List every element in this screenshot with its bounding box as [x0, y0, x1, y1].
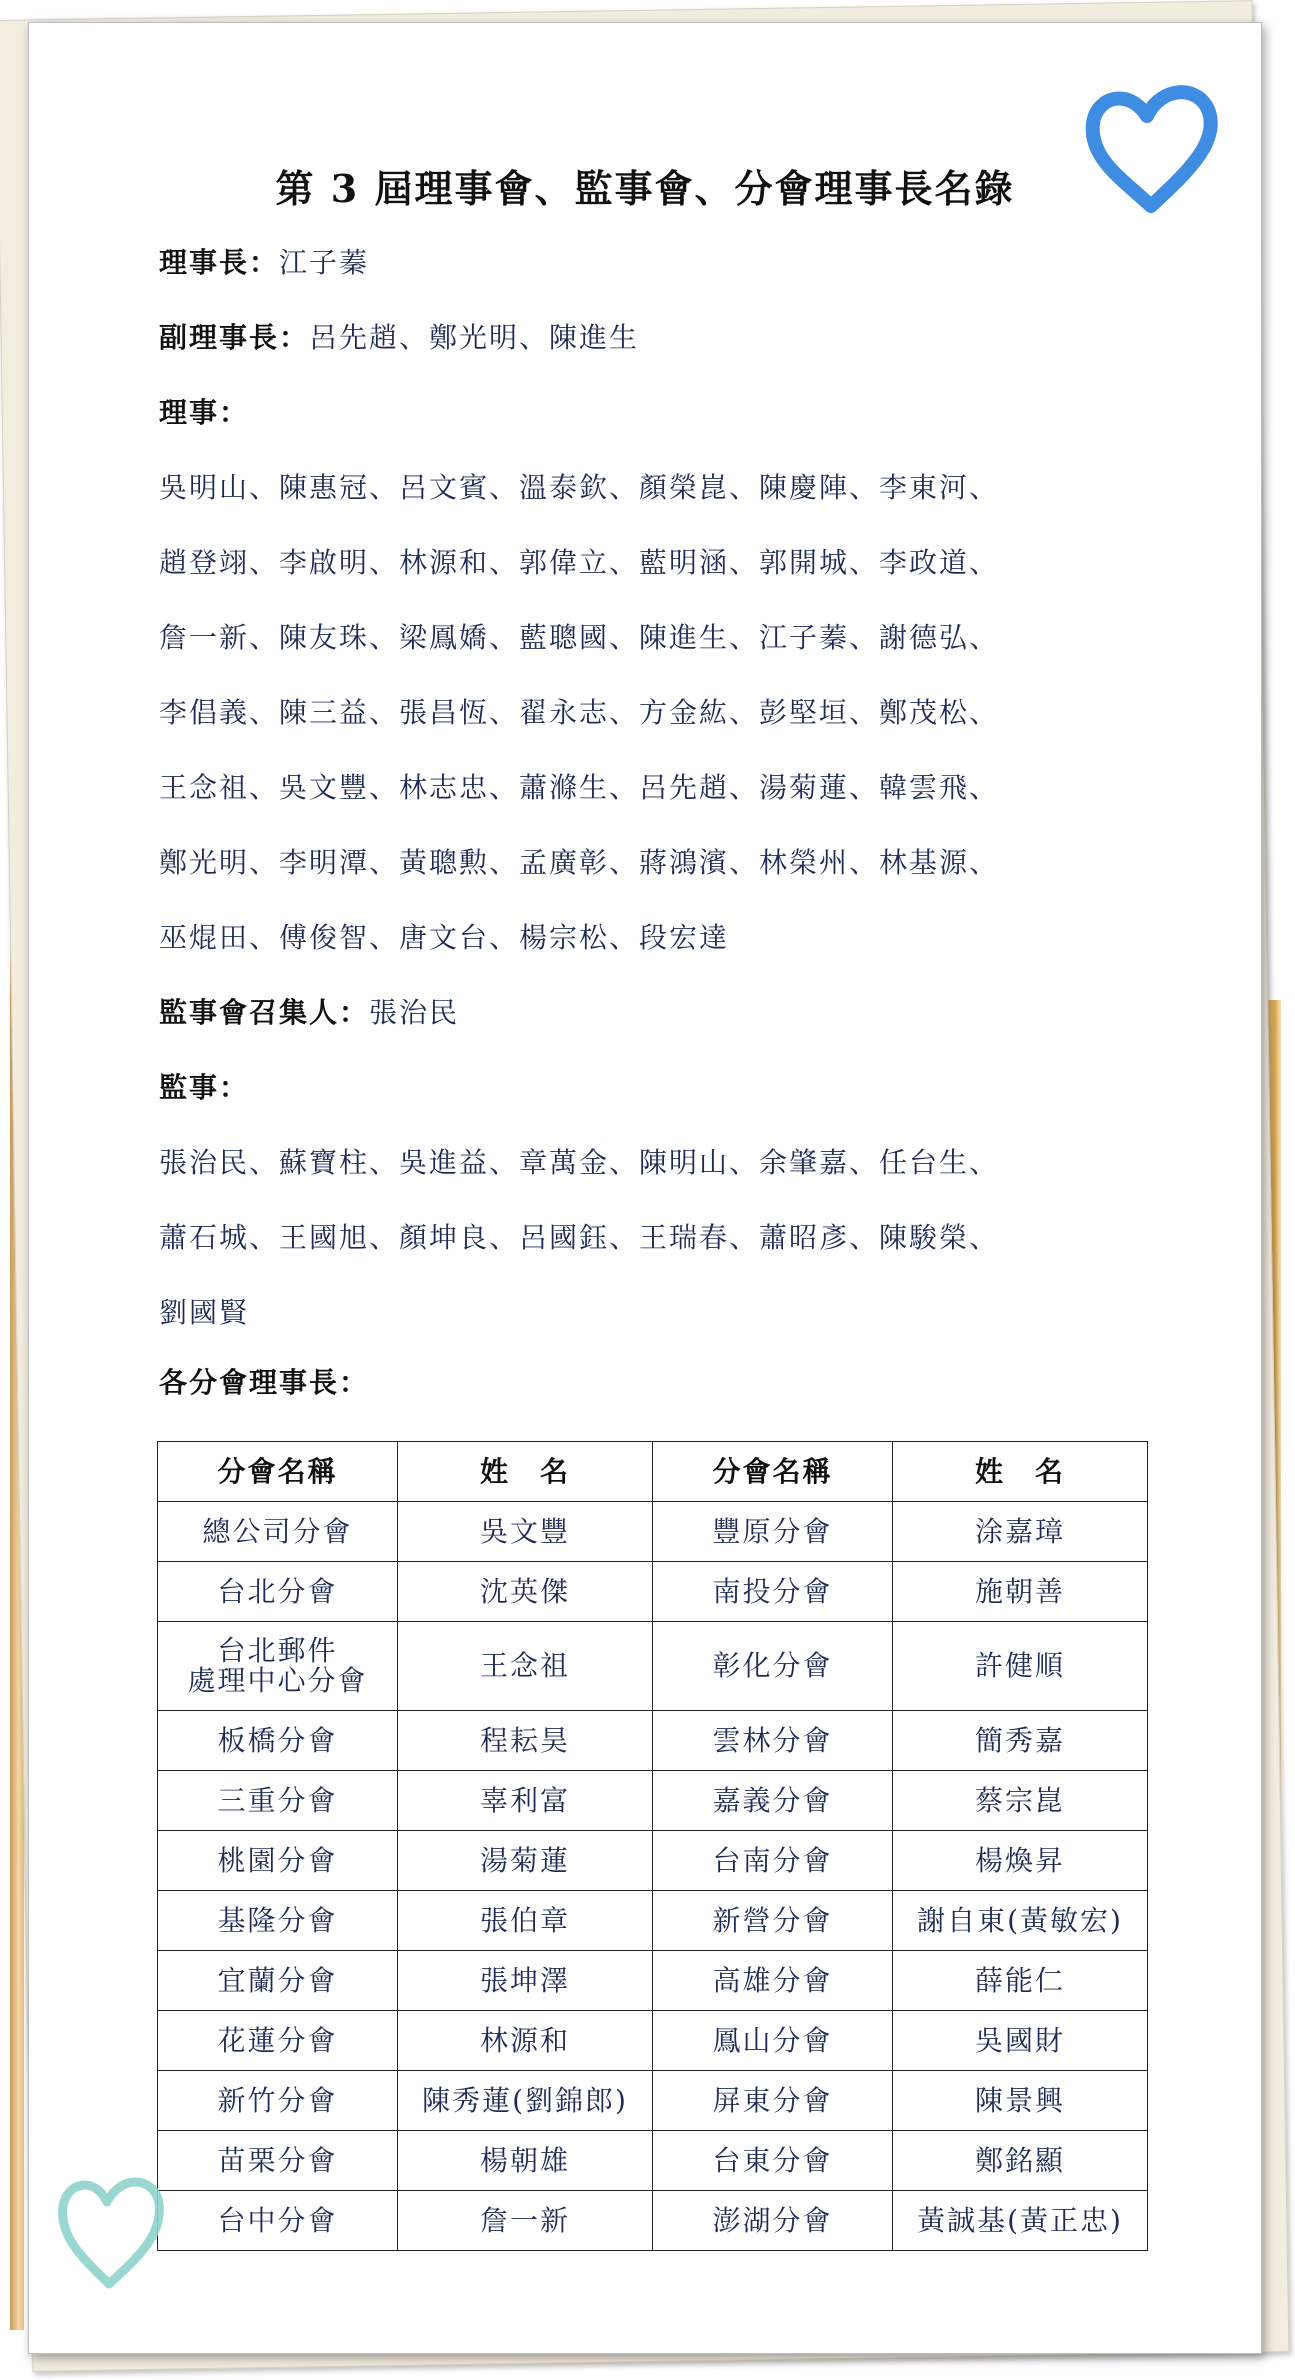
branch-name: 總公司分會 — [158, 1502, 398, 1562]
directors-label: 理事： — [159, 396, 250, 429]
table-row — [158, 2131, 1148, 2191]
chair-name: 簡秀嘉 — [893, 1711, 1148, 1771]
directors-line: 巫焜田、傅俊智、唐文台、楊宗松、段宏達 — [159, 921, 730, 954]
branch-name: 台北分會 — [158, 1562, 398, 1622]
chair-name: 程耘昊 — [398, 1711, 653, 1771]
directors-line: 王念祖、吳文豐、林志忠、蕭滌生、呂先趙、湯菊蓮、韓雲飛、 — [159, 771, 1000, 804]
table-row — [158, 1831, 1148, 1891]
table-row — [158, 2071, 1148, 2131]
chair-name: 楊朝雄 — [398, 2131, 653, 2191]
supervisors-line: 劉國賢 — [159, 1296, 250, 1329]
supervisor-convener-line — [159, 991, 459, 1031]
branch-name: 南投分會 — [653, 1562, 893, 1622]
chair-name: 謝自東(黃敏宏) — [893, 1891, 1148, 1951]
chair-name: 陳景興 — [893, 2071, 1148, 2131]
branch-name: 桃園分會 — [158, 1831, 398, 1891]
column-header-branch: 分會名稱 — [653, 1442, 893, 1502]
chair-name: 陳秀蓮(劉錦郎) — [398, 2071, 653, 2131]
branch-name: 屏東分會 — [653, 2071, 893, 2131]
table-row — [158, 1502, 1148, 1562]
supervisors-label: 監事： — [159, 1071, 250, 1104]
table-row — [158, 1891, 1148, 1951]
directors-line: 詹一新、陳友珠、梁鳳嬌、藍聰國、陳進生、江子蓁、謝德弘、 — [159, 621, 1000, 654]
branch-name: 台北郵件 處理中心分會 — [158, 1622, 398, 1711]
table-row — [158, 1562, 1148, 1622]
branch-name: 澎湖分會 — [653, 2191, 893, 2251]
table-row — [158, 1622, 1148, 1711]
chairman-label: 理事長： — [159, 246, 280, 279]
chair-name: 張伯章 — [398, 1891, 653, 1951]
chair-name: 鄭銘顯 — [893, 2131, 1148, 2191]
chair-name: 林源和 — [398, 2011, 653, 2071]
chair-name: 許健順 — [893, 1622, 1148, 1711]
column-header-branch: 分會名稱 — [158, 1442, 398, 1502]
branch-name: 苗栗分會 — [158, 2131, 398, 2191]
branch-name: 三重分會 — [158, 1771, 398, 1831]
supervisors-line: 蕭石城、王國旭、顏坤良、呂國鈺、王瑞春、蕭昭彥、陳駿榮、 — [159, 1221, 1000, 1254]
branch-name: 鳳山分會 — [653, 2011, 893, 2071]
directors-line: 吳明山、陳惠冠、呂文賓、溫泰欽、顏榮崑、陳慶陣、李東河、 — [159, 471, 1000, 504]
chair-name: 張坤澤 — [398, 1951, 653, 2011]
column-header-name: 姓 名 — [398, 1442, 653, 1502]
branch-name: 花蓮分會 — [158, 2011, 398, 2071]
branch-name: 彰化分會 — [653, 1622, 893, 1711]
chair-name: 黃誠基(黃正忠) — [893, 2191, 1148, 2251]
table-header-row — [158, 1442, 1148, 1502]
branch-name: 台中分會 — [158, 2191, 398, 2251]
directors-line: 鄭光明、李明潭、黃聰勲、孟廣彰、蔣鴻濱、林榮州、林基源、 — [159, 846, 1000, 879]
chair-name: 王念祖 — [398, 1622, 653, 1711]
branch-name: 板橋分會 — [158, 1711, 398, 1771]
chairman-name: 江子蓁 — [279, 246, 370, 279]
branch-name: 嘉義分會 — [653, 1771, 893, 1831]
chair-name: 薛能仁 — [893, 1951, 1148, 2011]
table-row — [158, 1951, 1148, 2011]
chair-name: 施朝善 — [893, 1562, 1148, 1622]
supervisor-convener-name: 張治民 — [369, 996, 460, 1029]
teal-heart-icon — [51, 2166, 171, 2301]
branch-chairs-label: 各分會理事長： — [159, 1366, 370, 1399]
document-sheet — [28, 22, 1262, 2354]
chairman-line — [159, 241, 369, 281]
column-header-name: 姓 名 — [893, 1442, 1148, 1502]
table-row — [158, 1711, 1148, 1771]
chair-name: 辜利富 — [398, 1771, 653, 1831]
chair-name: 楊煥昇 — [893, 1831, 1148, 1891]
chair-name: 涂嘉璋 — [893, 1502, 1148, 1562]
directors-line: 李倡義、陳三益、張昌恆、翟永志、方金紘、彭堅垣、鄭茂松、 — [159, 696, 1000, 729]
directors-line: 趙登翊、李啟明、林源和、郭偉立、藍明涵、郭開城、李政道、 — [159, 546, 1000, 579]
branch-name: 豐原分會 — [653, 1502, 893, 1562]
branch-name: 宜蘭分會 — [158, 1951, 398, 2011]
vice-chairmen-names: 呂先趙、鄭光明、陳進生 — [309, 321, 640, 354]
chair-name: 吳國財 — [893, 2011, 1148, 2071]
table-row — [158, 1771, 1148, 1831]
branch-name: 台南分會 — [653, 1831, 893, 1891]
supervisors-line: 張治民、蘇寶柱、吳進益、章萬金、陳明山、余肇嘉、任台生、 — [159, 1146, 1000, 1179]
branch-name: 高雄分會 — [653, 1951, 893, 2011]
branch-chairs-table — [157, 1441, 1148, 2251]
table-row — [158, 2191, 1148, 2251]
vice-chairmen-label: 副理事長： — [159, 321, 310, 354]
chair-name: 蔡宗崑 — [893, 1771, 1148, 1831]
supervisor-convener-label: 監事會召集人： — [159, 996, 370, 1029]
chair-name: 吳文豐 — [398, 1502, 653, 1562]
branch-name: 雲林分會 — [653, 1711, 893, 1771]
page-title: 第 3 屆理事會、監事會、分會理事長名錄 — [275, 166, 1015, 211]
vice-chairmen-line — [159, 316, 639, 356]
chair-name: 詹一新 — [398, 2191, 653, 2251]
table-row — [158, 2011, 1148, 2071]
branch-name: 台東分會 — [653, 2131, 893, 2191]
branch-name: 新竹分會 — [158, 2071, 398, 2131]
chair-name: 湯菊蓮 — [398, 1831, 653, 1891]
branch-name: 新營分會 — [653, 1891, 893, 1951]
branch-name: 基隆分會 — [158, 1891, 398, 1951]
chair-name: 沈英傑 — [398, 1562, 653, 1622]
